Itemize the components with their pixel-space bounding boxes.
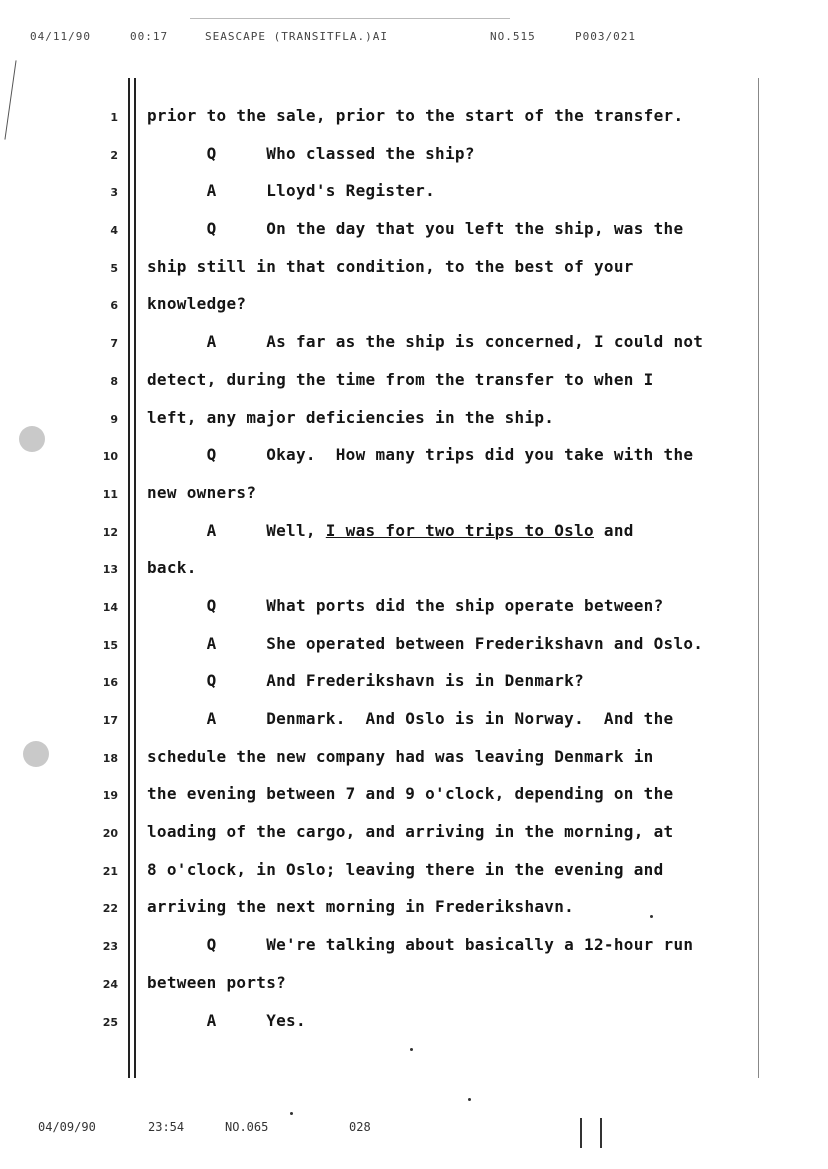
- transcript-line: [0, 893, 828, 931]
- line-text-tail: and: [593, 520, 634, 540]
- line-text: [147, 257, 634, 276]
- line-number: 8: [110, 374, 118, 388]
- transcript-line: [0, 780, 828, 818]
- transcript-body: [0, 102, 828, 1044]
- line-number: 3: [110, 186, 118, 200]
- transcript-line: [0, 479, 828, 517]
- line-number: 11: [102, 487, 118, 501]
- line-text: [147, 219, 683, 238]
- fax-header: [30, 30, 798, 46]
- transcript-line: [0, 517, 828, 555]
- line-text-main: ship still in that condition, to the best of your: [147, 256, 634, 276]
- line-number: 7: [110, 337, 118, 351]
- line-text: [147, 634, 703, 653]
- line-text-main: detect, during the time from the transfer to when I: [147, 369, 654, 389]
- line-number: 18: [102, 751, 118, 765]
- transcript-line: [0, 743, 828, 781]
- line-text-main: new owners?: [147, 482, 257, 502]
- line-text-main: prior to the sale, prior to the start of the transfer.: [147, 106, 684, 125]
- line-number: 17: [102, 714, 118, 727]
- line-text: [147, 935, 693, 954]
- line-text: [147, 521, 634, 540]
- line-text: [147, 1011, 306, 1030]
- line-text: [147, 709, 673, 728]
- line-text-main: between ports?: [147, 972, 287, 992]
- transcript-line: [0, 328, 828, 366]
- transcript-line: [0, 818, 828, 856]
- line-number: 15: [102, 638, 118, 652]
- line-number: 21: [102, 864, 118, 878]
- transcript-line: [0, 592, 828, 630]
- line-text-main: Q We're talking about basically a 12-hour run: [147, 935, 694, 955]
- transcript-line: [0, 177, 828, 215]
- line-text: [147, 822, 673, 841]
- transcript-line: [0, 931, 828, 969]
- transcript-line: [0, 856, 828, 894]
- line-number: 2: [110, 148, 118, 162]
- line-text: [147, 294, 246, 313]
- speck: [290, 1112, 293, 1115]
- fax-top-rule: [190, 18, 510, 19]
- line-number: 12: [102, 525, 118, 539]
- line-number: 6: [110, 299, 118, 313]
- fax-header-code: 00:17: [130, 30, 169, 43]
- line-text: [147, 144, 475, 163]
- line-text: [147, 370, 654, 389]
- line-number: 5: [110, 261, 118, 275]
- line-text: [147, 181, 435, 200]
- line-text-main: Q And Frederikshavn is in Denmark?: [147, 671, 585, 691]
- transcript-line: [0, 1007, 828, 1045]
- speck: [468, 1098, 471, 1101]
- transcript-line: [0, 630, 828, 668]
- line-number: 14: [102, 600, 118, 614]
- line-number: 4: [110, 224, 118, 238]
- line-text: [147, 106, 683, 125]
- transcript-line: [0, 667, 828, 705]
- line-number: 23: [102, 940, 118, 954]
- line-text: [147, 596, 664, 615]
- line-text-main: loading of the cargo, and arriving in the morning, at: [147, 822, 674, 842]
- line-text-main: A Yes.: [147, 1010, 306, 1030]
- footer-mark: [580, 1118, 582, 1148]
- line-text-main: A She operated between Frederikshavn and Oslo.: [147, 633, 704, 653]
- underlined-phrase: I was for two trips to Oslo: [325, 520, 594, 540]
- line-text: [147, 897, 574, 916]
- line-text-main: A Denmark. And Oslo is in Norway. And the: [147, 709, 674, 728]
- line-text-main: Q What ports did the ship operate between?: [147, 595, 664, 615]
- fax-footer-date: 04/09/90: [38, 1120, 96, 1134]
- line-text: [147, 747, 654, 766]
- fax-footer-time: 23:54: [148, 1120, 185, 1134]
- line-text-main: Q Who classed the ship?: [147, 143, 475, 163]
- line-number: 10: [102, 450, 118, 464]
- fax-footer-page: 028: [349, 1120, 371, 1134]
- transcript-line: [0, 253, 828, 291]
- line-number: 19: [102, 789, 118, 803]
- transcript-line: [0, 102, 828, 140]
- fax-header-date: 04/11/90: [30, 30, 91, 43]
- line-number: 25: [102, 1015, 118, 1029]
- transcript-line: [0, 554, 828, 592]
- transcript-line: [0, 441, 828, 479]
- line-text: [147, 860, 664, 879]
- line-number: 22: [102, 902, 118, 916]
- transcript-line: [0, 705, 828, 743]
- line-text-main: arriving the next morning in Frederikshavn.: [147, 897, 575, 917]
- line-number: 9: [110, 412, 118, 426]
- speck: [410, 1048, 413, 1051]
- fax-footer-number: NO.065: [225, 1120, 269, 1134]
- line-text-main: Q On the day that you left the ship, was the: [147, 219, 684, 239]
- line-text-main: 8 o'clock, in Oslo; leaving there in the evening and: [147, 859, 664, 879]
- line-text: [147, 332, 703, 351]
- line-text-main: left, any major deficiencies in the ship.: [147, 407, 555, 427]
- line-text: [147, 445, 693, 464]
- transcript-line: [0, 140, 828, 178]
- line-text: [147, 483, 256, 502]
- line-text-main: A Lloyd's Register.: [147, 181, 436, 201]
- line-text-main: schedule the new company had was leaving Denmark in: [147, 746, 654, 766]
- line-text: [147, 671, 584, 690]
- line-text-main: knowledge?: [147, 294, 247, 314]
- speck: [650, 915, 653, 918]
- line-number: 1: [110, 111, 118, 124]
- footer-mark: [600, 1118, 602, 1148]
- line-number: 16: [102, 676, 118, 690]
- fax-header-page: P003/021: [575, 30, 636, 43]
- transcript-line: [0, 404, 828, 442]
- fax-header-number: NO.515: [490, 30, 536, 43]
- line-text-main: the evening between 7 and 9 o'clock, depending on the: [147, 784, 674, 804]
- line-text: [147, 408, 554, 427]
- line-number: 24: [102, 977, 118, 991]
- line-text: [147, 558, 197, 577]
- line-text-lead: A Well,: [147, 520, 326, 540]
- line-text: [147, 784, 673, 803]
- line-text-main: back.: [147, 558, 197, 578]
- fax-header-company: SEASCAPE (TRANSITFLA.)AI: [205, 30, 388, 43]
- line-text: [147, 973, 286, 992]
- transcript-line: [0, 366, 828, 404]
- transcript-line: [0, 215, 828, 253]
- line-text-main: Q Okay. How many trips did you take with the: [147, 445, 694, 465]
- transcript-line: [0, 290, 828, 328]
- line-text-main: A As far as the ship is concerned, I could not: [147, 332, 704, 352]
- line-number: 20: [102, 827, 118, 841]
- transcript-line: [0, 969, 828, 1007]
- line-number: 13: [102, 563, 118, 577]
